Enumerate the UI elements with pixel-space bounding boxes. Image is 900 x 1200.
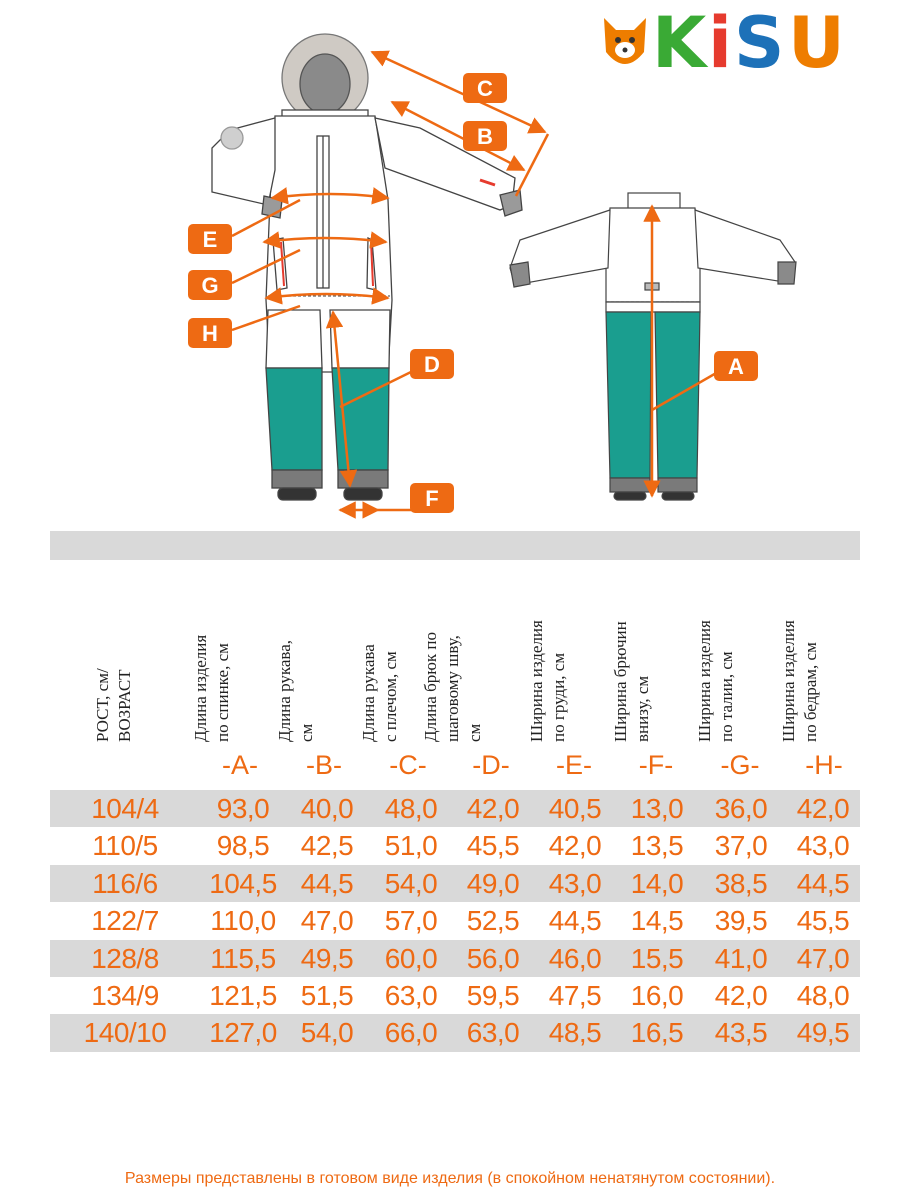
cell-g: 36,0 [714, 793, 768, 824]
label-b: B [477, 124, 493, 149]
cell-g: 41,0 [714, 942, 768, 974]
cell-h: 42,0 [796, 793, 850, 824]
table-row [50, 1014, 860, 1051]
table-row [50, 790, 860, 827]
cell-a: 121,5 [209, 979, 277, 1011]
label-d-badge [410, 349, 454, 379]
cell-a: 110,0 [210, 905, 276, 937]
label-c-badge [463, 73, 507, 103]
cell-b: 47,0 [300, 905, 354, 937]
cell-size: 140/10 [83, 1017, 167, 1049]
label-f-badge [410, 483, 454, 513]
cell-a: 98,5 [216, 830, 270, 862]
cell-c: 66,0 [384, 1017, 438, 1049]
cell-h: 48,0 [796, 979, 850, 1011]
table-row [50, 940, 860, 977]
header-height-age: РОСТ, см/ ВОЗРАСТ [93, 668, 134, 742]
code-g: -G- [720, 750, 760, 780]
code-e: -E- [556, 750, 592, 780]
table-row [50, 977, 860, 1014]
cell-a: 93,0 [216, 793, 270, 824]
label-c: C [477, 76, 493, 101]
cell-d: 42,0 [466, 793, 520, 824]
header-c: Длина рукава с плечом, см [359, 644, 400, 742]
cell-f: 14,0 [630, 867, 684, 899]
cell-d: 45,5 [466, 830, 520, 862]
cell-size: 104/4 [91, 793, 159, 824]
cell-c: 63,0 [384, 979, 438, 1011]
cell-b: 49,5 [300, 942, 354, 974]
cell-e: 44,5 [548, 905, 602, 937]
cell-c: 54,0 [384, 867, 438, 899]
cell-a: 115,5 [210, 942, 276, 974]
logo-letter-s: S [734, 2, 785, 84]
cell-e: 47,5 [548, 979, 602, 1011]
cell-size: 134/9 [91, 979, 159, 1011]
cell-h: 45,5 [796, 905, 850, 937]
cell-c: 57,0 [384, 905, 438, 937]
cell-h: 44,5 [796, 867, 850, 899]
code-b: -B- [306, 750, 342, 780]
size-table-body [50, 790, 860, 1052]
cell-b: 40,0 [300, 793, 354, 824]
back-left-leg [606, 312, 651, 478]
cell-e: 48,5 [548, 1017, 602, 1049]
cell-c: 48,0 [384, 793, 438, 824]
label-f: F [425, 486, 439, 511]
front-left-sleeve [212, 118, 275, 205]
code-h: -H- [805, 750, 843, 780]
label-g: G [201, 273, 219, 298]
label-a-badge [714, 351, 758, 381]
cell-f: 14,5 [630, 905, 684, 937]
label-d: D [424, 352, 440, 377]
cell-g: 38,5 [714, 867, 768, 899]
cell-a: 127,0 [209, 1017, 277, 1049]
size-note: Размеры представлены в готовом виде изделия (в спокойном ненатянутом состоянии). [124, 1170, 776, 1187]
cell-e: 40,5 [548, 793, 602, 824]
cell-size: 122/7 [91, 905, 159, 937]
cell-f: 13,0 [630, 793, 684, 824]
table-row [50, 827, 860, 864]
cell-f: 16,5 [630, 1017, 684, 1049]
cell-g: 39,5 [714, 905, 768, 937]
cell-d: 63,0 [466, 1017, 520, 1049]
code-a: -A- [222, 750, 258, 780]
cell-b: 54,0 [300, 1017, 354, 1049]
cell-h: 43,0 [796, 830, 850, 862]
cell-size: 116/6 [92, 867, 158, 899]
label-h: H [202, 321, 218, 346]
code-d: -D- [472, 750, 510, 780]
cell-e: 46,0 [548, 942, 602, 974]
cell-e: 43,0 [548, 867, 602, 899]
cell-b: 51,5 [300, 979, 354, 1011]
cell-c: 51,0 [384, 830, 438, 862]
header-a: Длина изделия по спинке, см [191, 634, 232, 742]
sleeve-badge-icon [221, 127, 243, 149]
header-e: Ширина изделия по груди, см [527, 620, 568, 742]
logo-letter-k: K [652, 2, 707, 84]
table-top-band [50, 531, 860, 560]
front-view-overall [212, 34, 522, 500]
cell-size: 110/5 [92, 830, 158, 862]
cell-e: 42,0 [548, 830, 602, 862]
header-d: Длина брюк по шаговому шву, см [421, 631, 484, 742]
label-h-badge [188, 318, 232, 348]
fox-mascot-icon [604, 18, 646, 64]
cell-g: 43,5 [714, 1017, 768, 1049]
cell-a: 104,5 [209, 867, 277, 899]
logo-letter-i: i [708, 2, 732, 84]
cell-h: 49,5 [796, 1017, 850, 1049]
cell-d: 52,5 [466, 905, 520, 937]
cell-g: 42,0 [714, 979, 768, 1011]
label-g-badge [188, 270, 232, 300]
cell-h: 47,0 [796, 942, 850, 974]
cell-f: 15,5 [630, 942, 684, 974]
header-f: Ширина брючин внизу, см [611, 621, 652, 742]
kisu-logo [600, 2, 890, 86]
header-h: Ширина изделия по бедрам, см [779, 620, 820, 742]
label-a: A [728, 354, 744, 379]
cell-f: 16,0 [630, 979, 684, 1011]
cell-d: 59,5 [466, 979, 520, 1011]
label-e: E [202, 227, 218, 252]
cell-g: 37,0 [714, 830, 768, 862]
cell-size: 128/8 [91, 942, 159, 974]
cell-d: 56,0 [466, 942, 520, 974]
cell-f: 13,5 [630, 830, 684, 862]
table-row [50, 865, 860, 902]
cell-b: 44,5 [300, 867, 354, 899]
table-row [50, 902, 860, 939]
measurement-codes [50, 750, 860, 790]
cell-b: 42,5 [300, 830, 354, 862]
code-f: -F- [638, 750, 674, 780]
front-left-leg [266, 368, 322, 470]
label-b-badge [463, 121, 507, 151]
cell-c: 60,0 [384, 942, 438, 974]
header-g: Ширина изделия по талии, см [695, 620, 736, 742]
logo-letter-u: U [788, 2, 845, 84]
table-header [50, 562, 860, 742]
label-e-badge [188, 224, 232, 254]
code-c: -C- [389, 750, 427, 780]
header-b: Длина рукава, см [275, 640, 316, 742]
cell-d: 49,0 [466, 867, 520, 899]
